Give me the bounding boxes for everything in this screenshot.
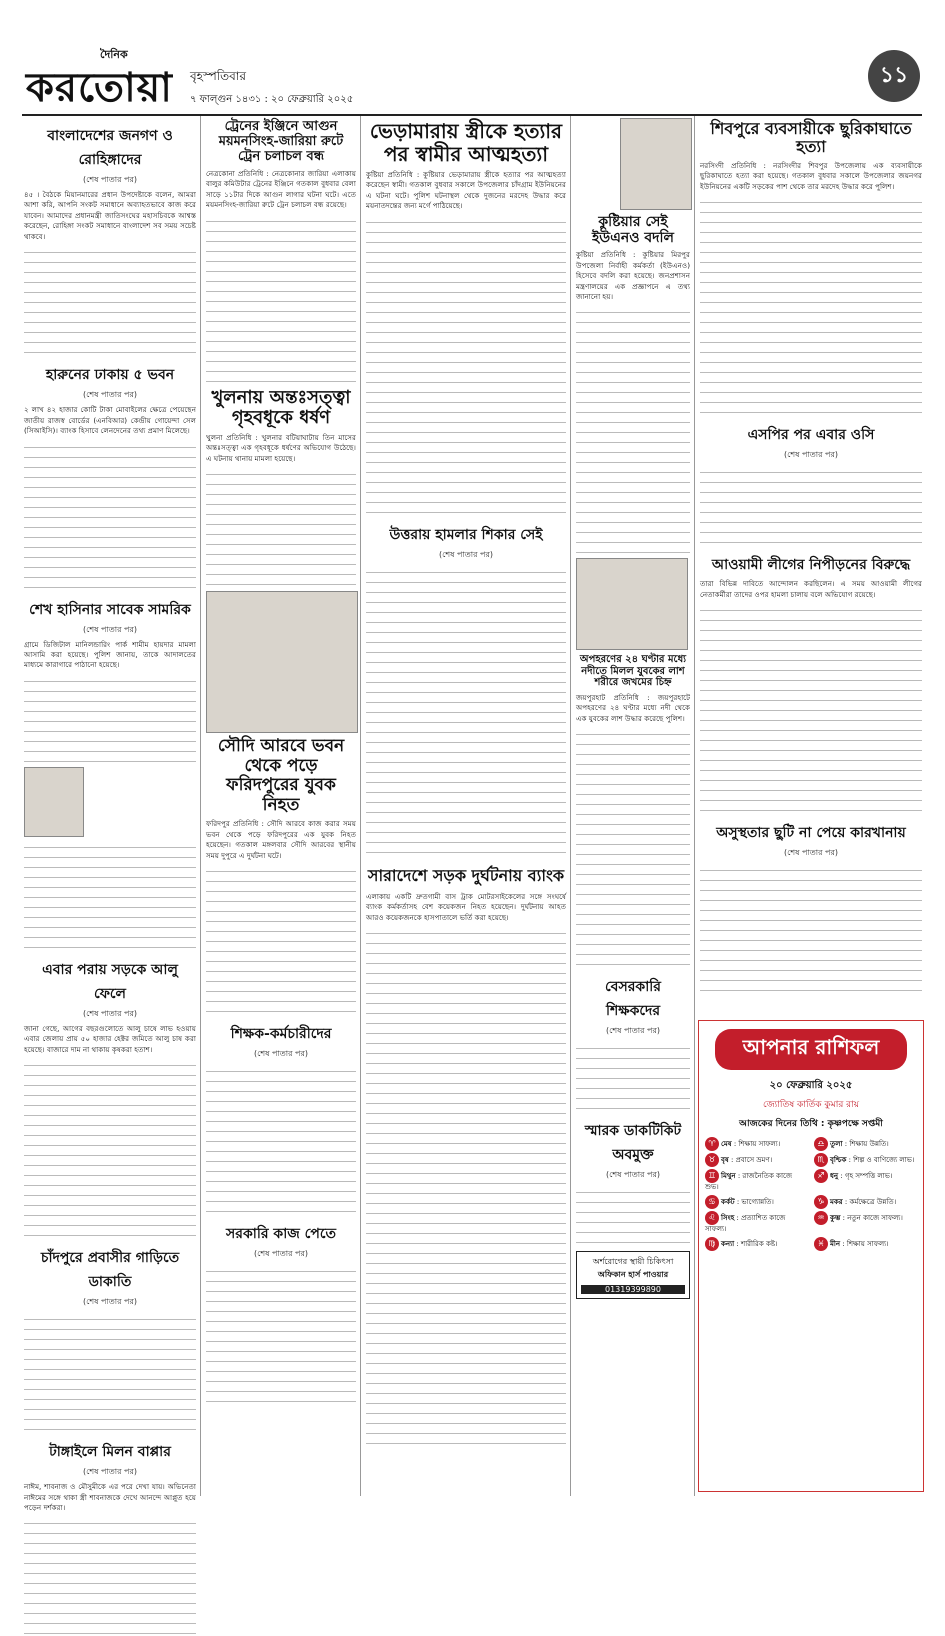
article-body: এলাকায় একটি দ্রুতগামী বাস ট্রাক মোটরসাইকেলের সঙ্গে সংঘর্ষে ব্যাংক কর্মকর্তাসহ বেশ কয়েকজন নিহত হয়েছেন। দুর্ঘটনায় আহত আরও কয়েকজনকে হাসপাতালে ভর্তি করা হয়েছে। [366,891,566,922]
rashi-item: ♉ বৃষ : প্রবাসে ভ্রমণ। [705,1153,808,1167]
article-body: জানা গেছে, আগের বছরগুলোতে আলু চাষে লাভ হওয়ায় এবার জেলায় প্রায় ৫০ হাজার হেক্টর জমিতে আলু চাষ করা হয়েছে। বাজারে দাম না থাকায় কৃষকরা হতাশ। [24,1023,196,1054]
article-body: কুষ্টিয়া প্রতিনিধি : কুষ্টিয়ার মিরপুর উপজেলা নির্বাহী কর্মকর্তা (ইউএনও) হিসেবে বদলি করা হয়েছে। জনপ্রশাসন মন্ত্রণালয়ের এক প্রজ্ঞাপনে এ তথ্য জানানো হয়। [576,250,690,301]
article-body: নেত্রকোনা প্রতিনিধি : নেত্রকোনার জারিয়া এলাকায় বালুর কমিউটার ট্রেনের ইঞ্জিনে গতকাল বুধবার বেলা সাড়ে ১১টার দিকে আগুন লাগার ঘটনা ঘটে। এতে ময়মনসিংহ-জারিয়া রুটে ট্রেন চলাচল বন্ধ রয়েছে। [206,168,356,210]
zodiac-icon: ♑ [814,1195,828,1209]
rashi-item: ♈ মেষ : শিক্ষায় সাফল্য। [705,1137,808,1151]
headline-shibpur: শিবপুরে ব্যবসায়ীকে ছুরিকাঘাতে হত্যা [710,119,912,157]
issue-date: ৭ ফাল্গুন ১৪৩১ : ২০ ফেব্রুয়ারি ২০২৫ [190,94,354,105]
zodiac-icon: ♌ [705,1211,719,1225]
headline-khulna: খুলনায় অন্তঃসত্ত্বা গৃহবধূকে ধর্ষণ [211,386,351,429]
zodiac-icon: ♋ [705,1195,719,1209]
continued-note: (শেষ পাতার পর) [82,175,138,184]
headline-govt-work: সরকারি কাজ পেতে [226,1226,336,1243]
rashi-item: ♍ কন্যা : শারীরিক কষ্ট। [705,1237,808,1251]
article-body: গ্রামে ডিজিটাল মানিলন্ডারিং পার্ক শামীম হায়দার মামলা আসামি করা হয়েছে। পুলিশ জানায়, তাকে আদালতের মাধ্যমে কারাগারে পাঠানো হয়েছে। [24,639,196,670]
headline-private-teachers: বেসরকারি শিক্ষকদের [605,979,661,1020]
zodiac-icon: ♐ [814,1169,828,1183]
continued-note: (শেষ পাতার পর) [82,390,138,400]
horoscope-date: ২০ ফেব্রুয়ারি ২০২৫ [769,1080,853,1091]
rashi-item: ♑ মকর : কর্মক্ষেত্রে উন্নতি। [814,1195,917,1209]
continued-note: (শেষ পাতার পর) [253,1249,309,1259]
column-2 [206,116,356,1496]
ad-product: অফিকান হার্স পাওয়ার [597,1270,669,1280]
zodiac-icon: ♎ [814,1137,828,1151]
continued-note: (শেষ পাতার পর) [438,549,494,559]
article-body: ৪৫ । বৈঠকে মিয়ানমারের প্রধান উপদেষ্টাকে বলেন, আমরা আশা করি, আপনি সংকট সমাধানে অব্যাহতভাবে কাজ করে যাবেন। আমাদের প্রধানমন্ত্রী জাতিসংঘের মহাসচিবকে আশ্বস্ত করেছেন, রোহিঙ্গা সংকট সমাধানে বাংলাদেশ সব সময় সচেষ্ট থাকবে। [24,190,196,241]
column-3 [366,116,566,1496]
headline-uno: কুষ্টিয়ার সেই ইউএনও বদলি [592,214,674,247]
headline-potato: এবার পরায় সড়কে আলু ফেলে [42,961,178,1002]
uno-photo [620,118,692,210]
page-number-badge: ১১ [868,50,920,102]
horoscope-author: জ্যোতিষ কার্তিক কুমার রায় [762,1100,860,1110]
article-body: তারা বিভিন্ন দাবিতে আন্দোলন করছিলেন। এ সময় আওয়ামী লীগের নেতাকর্মীরা তাদের ওপর হামলা চালায় বলে অভিযোগ রয়েছে। [700,579,922,599]
youth-photo [576,558,688,650]
headline-sp-oc: এসপির পর এবার ওসি [747,427,875,444]
continued-note: (শেষ পাতার পর) [82,1467,138,1477]
rashi-item: ♓ মীন : শিক্ষায় সাফল্য। [814,1237,917,1251]
advertisement [576,1251,690,1299]
issue-day: বৃহস্পতিবার [190,69,246,83]
rashi-item: ♐ ধনু : গৃহ সম্পত্তি লাভ। [814,1169,917,1193]
continued-note: (শেষ পাতার পর) [605,1026,661,1036]
article-body: ২ লাখ ৪২ হাজার কোটি টাকা মোবাইলের ক্ষেত্রে পেয়েছেন জাতীয় রাজস্ব বোর্ডের (এনবিআর) কেন্দ্রীয় গোয়েন্দা সেল (সিআইসি)। ব্যাংক হিসাবে লেনদেনের তথ্য প্রমাণ মিলেছে। [24,405,196,436]
rashi-item: ♌ সিংহ : প্রত্যাশিত কাজে সাফল্য। [705,1212,786,1233]
zodiac-icon: ♈ [705,1137,719,1151]
headline-rohingya: বাংলাদেশের জনগণ ও রোহিঙ্গাদের [47,128,173,168]
article-body: জয়পুরহাট প্রতিনিধি : জয়পুরহাটে অপহরণের ২৪ ঘণ্টার মধ্যে নদী থেকে এক যুবকের লাশ উদ্ধার করেছে পুলিশ। [576,692,690,723]
continued-note: (শেষ পাতার পর) [253,1049,309,1059]
rashi-item: ♋ কর্কট : ভাগ্যোন্নতি। [705,1195,808,1209]
column-5 [700,116,922,1016]
rashi-item: ♏ বৃশ্চিক : শিল্প ও বাণিজ্যে লাভ। [814,1153,917,1167]
headline-bheramara: ভেড়ামারায় স্ত্রীকে হত্যার পর স্বামীর আত্মহত্যা [369,119,563,166]
headline-chandpur: চাঁদপুরে প্রবাসীর গাড়িতে ডাকাতি [40,1250,180,1291]
column-1 [24,116,196,1512]
zodiac-icon: ♊ [705,1169,719,1183]
headline-harun: হারুনের ঢাকায় ৫ ভবন [45,367,175,384]
headline-abduction: অপহরণের ২৪ ঘণ্টার মধ্যে নদীতে মিলল যুবকের লাশ শরীরে জখমের চিহ্ন [579,654,687,689]
zodiac-icon: ♏ [814,1153,828,1167]
today-tithi: আজকের দিনের তিথি : কৃষ্ণপক্ষে সপ্তমী [739,1119,883,1129]
headline-sick-leave: অসুস্থতার ছুটি না পেয়ে কারখানায় [716,824,906,841]
zodiac-icon: ♓ [814,1237,828,1251]
continued-note: (শেষ পাতার পর) [82,1297,138,1307]
headline-stamp: স্মারক ডাকটিকিট অবমুক্ত [584,1123,682,1164]
continued-note: (শেষ পাতার পর) [82,1008,138,1018]
horoscope-grid [699,1137,923,1251]
continued-note: (শেষ পাতার পর) [82,624,138,634]
victim-photo [206,591,358,733]
column-4 [576,116,690,1496]
horoscope-box [698,1020,924,1492]
headline-uttara: উত্তরায় হামলার শিকার সেই [389,526,543,543]
rashi-item: ♎ তুলা : শিক্ষায় উন্নতি। [814,1137,917,1151]
person-photo [24,767,84,837]
headline-awami: আওয়ামী লীগের নিপীড়নের বিরুদ্ধে [711,557,911,574]
rashi-item: ♒ কুম্ভ : নতুন কাজে সাফল্য। [814,1211,917,1235]
headline-road-accident: সারাদেশে সড়ক দুর্ঘটনায় ব্যাংক [367,865,565,885]
headline-train-fire: ট্রেনের ইঞ্জিনে আগুন ময়মনসিংহ-জারিয়া রুটে ট্রেন চলাচল বন্ধ [218,119,344,164]
article-body: কুষ্টিয়া প্রতিনিধি : কুষ্টিয়ার ভেড়ামারায় স্ত্রীকে হত্যার পর আত্মহত্যা করেছেন স্বামী। গতকাল বুধবার সকালে উপজেলার চাঁদগ্রাম ইউনিয়নের এ ঘটনা ঘটে। পুলিশ ঘটনাস্থল থেকে দুজনের মরদেহ উদ্ধার করে ময়নাতদন্তের জন্য মর্গে পাঠিয়েছে। [366,170,566,211]
continued-note: (শেষ পাতার পর) [783,847,839,857]
masthead [22,44,922,116]
headline-teachers: শিক্ষক-কর্মচারীদের [230,1026,332,1043]
ad-phone: 01319399890 [581,1285,685,1294]
article-body: নাঈম, শাবনাজ ও মৌসুমীকে এর পরে দেখা যায়। অভিনেতা নাঈমের সঙ্গে থাকা স্ত্রী শাবনাজকে দেখে আনন্দে আপ্লুত হয়ে পড়েন দর্শকরা। [24,1482,196,1512]
zodiac-icon: ♉ [705,1153,719,1167]
article-body: খুলনা প্রতিনিধি : খুলনার বটিয়াঘাটায় তিন মাসের অন্তঃসত্ত্বা এক গৃহবধূকে ধর্ষণের অভিযোগ উঠেছে। এ ঘটনায় থানায় মামলা হয়েছে। [206,432,356,463]
ad-headline: অর্শরোগের স্থায়ী চিকিৎসা [592,1257,674,1267]
newspaper-logo: করতোয়া [26,64,173,111]
zodiac-icon: ♒ [814,1211,828,1225]
headline-hasina-military: শেখ হাসিনার সাবেক সামরিক [29,601,191,618]
horoscope-title: আপনার রাশিফল [715,1029,907,1070]
zodiac-icon: ♍ [705,1237,719,1251]
article-body: ফরিদপুর প্রতিনিধি : সৌদি আরবে কাজ করার সময় ভবন থেকে পড়ে ফরিদপুরের এক যুবক নিহত হয়েছেন। গতকাল মঙ্গলবার সৌদি আরবের স্থানীয় সময় দুপুরে এ দুর্ঘটনা ঘটে। [206,819,356,860]
continued-note: (শেষ পাতার পর) [783,450,839,460]
continued-note: (শেষ পাতার পর) [605,1170,661,1180]
article-body: নরসিংদী প্রতিনিধি : নরসিংদীর শিবপুর উপজেলায় এক ব্যবসায়ীকে ছুরিকাঘাতে হত্যা করা হয়েছে। গতকাল বুধবার সকালে উপজেলার জয়নগর ইউনিয়নের একটি সড়কের পাশ থেকে তার মরদেহ উদ্ধার করে পুলিশ। [700,160,922,191]
headline-tangail: টাঙ্গাইলে মিলন বাপ্পার [49,1444,171,1461]
headline-saudi: সৌদি আরবে ভবন থেকে পড়ে ফরিদপুরের যুবক নিহত [217,736,345,815]
rashi-item: ♊ মিথুন : রাজনৈতিক কাজে শুভ। [705,1171,793,1191]
logo-prefix: দৈনিক [100,48,128,61]
